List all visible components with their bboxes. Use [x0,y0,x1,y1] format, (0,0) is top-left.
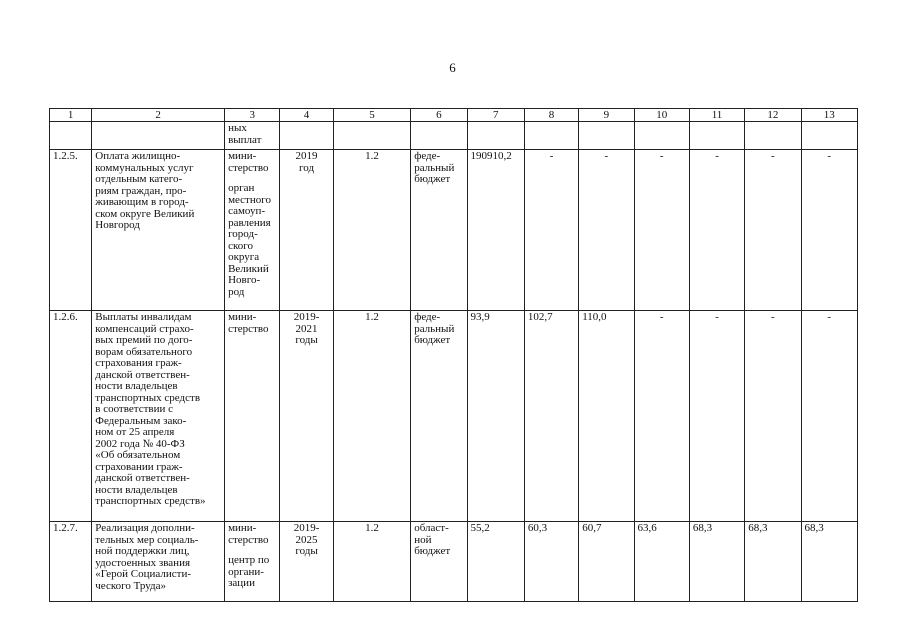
value-cell: - [745,150,801,311]
table-cell [579,122,634,150]
value-cell: - [634,150,689,311]
value-cell: - [801,150,857,311]
program-activities-table [49,108,858,602]
value-cell: 190910,2 [467,150,524,311]
value-cell: - [634,311,689,522]
column-header: 6 [411,109,467,122]
table-cell [634,122,689,150]
table-cell [50,122,92,150]
activity-name-text: Оплата жилищно- коммунальных услуг отдельным катего- риям граждан, про- живающим в город- ском округе Великий Новгород [95,150,195,231]
value-cell: 93,9 [467,311,524,522]
value-cell: - [745,311,801,522]
funding-source [411,150,467,311]
executor-secondary: центр по органи- зации [228,554,270,589]
executor-cell [225,522,280,602]
table-cell [280,122,333,150]
table-cell [411,122,467,150]
column-header: 13 [801,109,857,122]
activity-name [92,150,225,311]
value-cell: 110,0 [579,311,634,522]
column-header: 7 [467,109,524,122]
value-cell: 68,3 [745,522,801,602]
page-number: 6 [449,60,456,75]
value-cell: 60,3 [524,522,578,602]
column-header: 9 [579,109,634,122]
table-row [50,150,858,311]
executor-cell [225,150,280,311]
funding-source-text: феде- ральный бюджет [414,150,455,185]
executor-secondary: орган местного самоуп- равления город- ского округа Великий Новго- род [228,182,271,298]
period-cell [280,311,333,522]
value-cell: 68,3 [689,522,744,602]
value-cell: 60,7 [579,522,634,602]
period-cell [280,150,333,311]
activity-name [92,311,225,522]
column-header: 4 [280,109,333,122]
table-row [50,311,858,522]
period-cell [280,522,333,602]
column-header: 1 [50,109,92,122]
row-number: 1.2.7. [50,522,92,602]
value-cell: 63,6 [634,522,689,602]
column-number-header-row [50,109,858,122]
table-cell [689,122,744,150]
executor-primary: мини- стерство [228,311,269,335]
value-cell: 55,2 [467,522,524,602]
executor-primary: мини- стерство [228,150,269,174]
value-cell: - [579,150,634,311]
executor-cell [225,122,280,150]
row-number: 1.2.6. [50,311,92,522]
target-code: 1.2 [333,150,410,311]
activity-name [92,522,225,602]
executor-cell [225,311,280,522]
continuation-row [50,122,858,150]
column-header: 3 [225,109,280,122]
column-header: 5 [333,109,410,122]
period-text: 2019- 2025 годы [293,522,320,557]
table-cell [745,122,801,150]
value-cell: 68,3 [801,522,857,602]
column-header: 11 [689,109,744,122]
table-cell [524,122,578,150]
table-cell [467,122,524,150]
row-number: 1.2.5. [50,150,92,311]
column-header: 10 [634,109,689,122]
funding-source-text: феде- ральный бюджет [414,311,455,346]
activity-name-text: Выплаты инвалидам компенсаций страхо- вых премий по дого- ворам обязательного страхования граж- данской ответствен- ности владельцев транспортных средств в соответствии с Федеральным зако- ном от 25 апреля 2002 года № 40-ФЗ «Об обязательном страховании граж- данской ответствен- ности владельцев транспортных средств» [95,311,206,507]
table-row [50,522,858,602]
funding-source [411,311,467,522]
column-header: 8 [524,109,578,122]
table-cell [333,122,410,150]
funding-source [411,522,467,602]
period-text: 2019 год [295,150,318,174]
activity-name-text: Реализация дополни- тельных мер социаль- ной поддержки лиц, удостоенных звания «Герой Социалисти- ческого Труда» [95,522,199,592]
table-cell [92,122,225,150]
value-cell: - [524,150,578,311]
column-header: 2 [92,109,225,122]
column-header: 12 [745,109,801,122]
executor-text: ных выплат [228,122,262,146]
target-code: 1.2 [333,522,410,602]
funding-source-text: област- ной бюджет [414,522,451,557]
period-text: 2019- 2021 годы [293,311,320,346]
executor-primary: мини- стерство [228,522,269,546]
value-cell: 102,7 [524,311,578,522]
value-cell: - [689,150,744,311]
table-cell [801,122,857,150]
target-code: 1.2 [333,311,410,522]
value-cell: - [801,311,857,522]
value-cell: - [689,311,744,522]
